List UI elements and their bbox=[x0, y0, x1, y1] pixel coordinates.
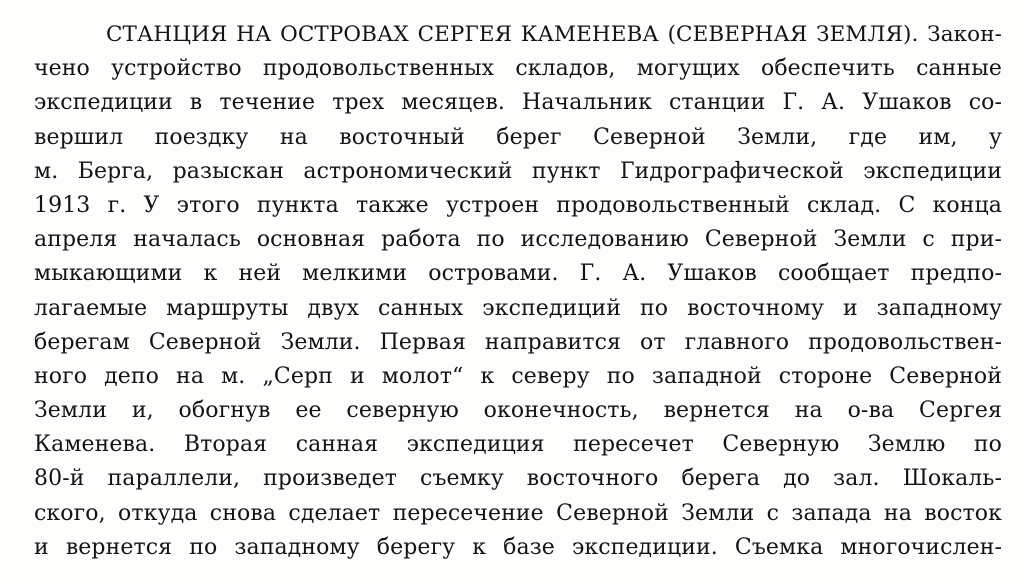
text-line: ного депо на м. „Серп и молот“ к северу по западной стороне Северной bbox=[34, 363, 1002, 389]
text-line: Каменева. Вторая санная экспедиция пересечет Северную Землю по bbox=[34, 432, 1002, 458]
text-line: мыкающими к ней мелкими островами. Г. А. Ушаков сообщает предпо- bbox=[34, 261, 1002, 287]
text-line: экспедиции в течение трех месяцев. Начальник станции Г. А. Ушаков со- bbox=[34, 90, 1002, 116]
text-line: берегам Северной Земли. Первая направится от главного продовольствен- bbox=[34, 329, 1002, 355]
text-line: и вернется по западному берегу к базе экспедиции. Съемка многочислен- bbox=[34, 534, 1002, 560]
text-line: лагаемые маршруты двух санных экспедиций по восточному и западному bbox=[34, 295, 1002, 321]
text-line: 1913 г. У этого пункта также устроен продовольственный склад. С конца bbox=[34, 192, 1002, 218]
text-line: апреля началась основная работа по исследованию Северной Земли с при- bbox=[34, 227, 1002, 253]
paragraph bbox=[34, 18, 1002, 565]
text-line: 80-й параллели, произведет съемку восточного берега до зал. Шокаль- bbox=[34, 466, 1002, 492]
text-line: СТАНЦИЯ НА ОСТРОВАХ СЕРГЕЯ КАМЕНЕВА (СЕВЕРНАЯ ЗЕМЛЯ). Закон- bbox=[106, 22, 1002, 47]
text-line: чено устройство продовольственных складов, могущих обеспечить санные bbox=[34, 56, 1002, 82]
text-line: вершил поездку на восточный берег Северной Земли, где им, у bbox=[34, 124, 1002, 150]
text-line: Земли и, обогнув ее северную оконечность, вернется на о-ва Сергея bbox=[34, 398, 1002, 424]
text-line: ского, откуда снова сделает пересечение Северной Земли с запада на восток bbox=[34, 500, 1002, 526]
text-line: м. Берга, разыскан астрономический пункт Гидрографической экспедиции bbox=[34, 158, 1002, 184]
